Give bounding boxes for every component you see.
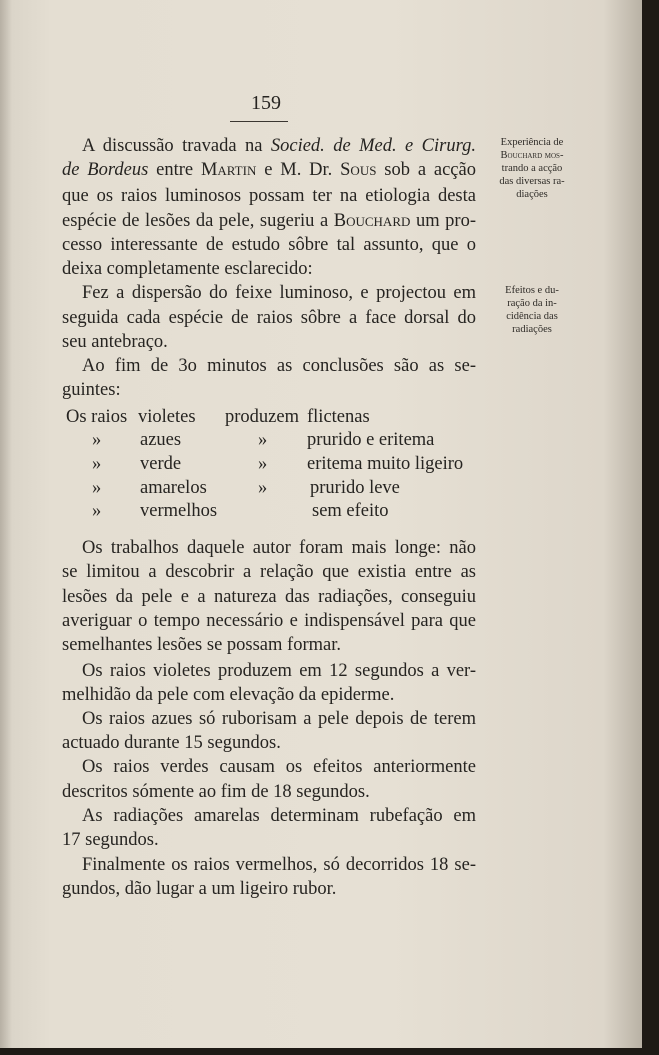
paragraph-5-line-2: melhidão da pele com elevação da epiderme. bbox=[62, 685, 395, 705]
paragraph-9-line-1: Finalmente os raios vermelhos, só decorridos 18 se- bbox=[82, 855, 476, 875]
paragraph-4-line-4: averiguar o tempo necessário e indispensável para que bbox=[62, 611, 476, 631]
table-row-effect: prurido leve bbox=[310, 478, 400, 498]
paragraph-1-line-3: que os raios luminosos possam ter na etiologia desta bbox=[62, 186, 476, 206]
paragraph-1-line-1 bbox=[62, 134, 476, 158]
paragraph-4-line-3: lesões da pele e a natureza das radiações, conseguiu bbox=[62, 587, 476, 607]
paragraph-2-line-1: Fez a dispersão do feixe luminoso, e projectou em bbox=[82, 283, 476, 303]
paragraph-8-line-1: As radiações amarelas determinam rubefação em bbox=[82, 806, 476, 826]
table-header-subject: Os raios bbox=[66, 407, 128, 427]
paragraph-4-line-5: semelhantes lesões se possam formar. bbox=[62, 635, 341, 655]
paragraph-8-line-2: 17 segundos. bbox=[62, 830, 159, 850]
text: sob a acção bbox=[376, 160, 476, 180]
table-header-verb: produzem bbox=[225, 407, 299, 427]
journal-title: Socied. de Med. e Cirurg. bbox=[270, 136, 476, 156]
paragraph-1-line-2 bbox=[62, 158, 476, 182]
table-header-effect: flictenas bbox=[307, 407, 370, 427]
table-row-color: verde bbox=[140, 454, 182, 474]
paragraph-1-line-4 bbox=[62, 209, 476, 233]
paragraph-5-line-1: Os raios violetes produzem em 12 segundos a ver- bbox=[82, 661, 476, 681]
paragraph-7-line-1: Os raios verdes causam os efeitos anteriormente bbox=[82, 757, 476, 777]
ditto-mark: » bbox=[92, 430, 102, 450]
table-row-effect: eritema muito ligeiro bbox=[307, 454, 464, 474]
text: entre bbox=[148, 160, 201, 180]
margin-note-line: cidência das bbox=[506, 311, 558, 322]
table-row-effect: prurido e eritema bbox=[307, 430, 435, 450]
text: A discussão travada na bbox=[82, 136, 271, 156]
paragraph-3-line-1: Ao fim de 3o minutos as conclusões são as se- bbox=[82, 356, 476, 376]
text: um pro- bbox=[410, 211, 476, 231]
table-row-color: vermelhos bbox=[140, 501, 218, 521]
paragraph-2-line-2: seguida cada espécie de raios sôbre a face dorsal do bbox=[62, 308, 476, 328]
table-row-color: amarelos bbox=[140, 478, 207, 498]
page-spine-shadow bbox=[0, 0, 12, 1048]
ditto-mark: » bbox=[258, 430, 268, 450]
paragraph-6-line-1: Os raios azues só ruborisam a pele depois de terem bbox=[82, 709, 476, 729]
paragraph-2-line-3: seu antebraço. bbox=[62, 332, 168, 352]
author-sous: Sous bbox=[340, 160, 377, 180]
paragraph-3-line-2: guintes: bbox=[62, 380, 121, 400]
ditto-mark: » bbox=[92, 454, 102, 474]
ditto-mark: » bbox=[92, 501, 102, 521]
paragraph-1-line-6: deixa completamente esclarecido: bbox=[62, 259, 313, 279]
margin-note-line: Efeitos e du- bbox=[505, 285, 559, 296]
margin-note-line: radiações bbox=[512, 324, 552, 335]
page-number: 159 bbox=[251, 92, 281, 114]
paragraph-6-line-2: actuado durante 15 segundos. bbox=[62, 733, 281, 753]
author-martin: Martin bbox=[200, 160, 257, 180]
margin-note-line: Experiência de bbox=[500, 137, 564, 148]
margin-note-radiation-effects bbox=[487, 284, 577, 336]
table-row-effect: sem efeito bbox=[312, 501, 389, 521]
table-row-color: azues bbox=[140, 430, 182, 450]
ditto-mark: » bbox=[258, 478, 268, 498]
paragraph-7-line-2: descritos sómente ao fim de 18 segundos. bbox=[62, 782, 370, 802]
paragraph-1-line-5: cesso interessante de estudo sôbre tal assunto, que o bbox=[62, 235, 476, 255]
margin-note-line: das diversas ra- bbox=[499, 176, 565, 187]
paragraph-4-line-1: Os trabalhos daquele autor foram mais longe: não bbox=[82, 538, 476, 558]
table-header-color: violetes bbox=[138, 407, 196, 427]
paragraph-4-line-2: se limitou a descobrir a relação que existia entre as bbox=[62, 562, 476, 582]
page-number-rule bbox=[230, 121, 288, 122]
margin-note-line: trando a acção bbox=[501, 163, 563, 174]
margin-note-line: Bouchard mos- bbox=[500, 150, 564, 161]
author-bouchard: Bouchard bbox=[333, 211, 411, 231]
paragraph-9-line-2: gundos, dão lugar a um ligeiro rubor. bbox=[62, 879, 337, 899]
margin-note-line: ração da in- bbox=[507, 298, 557, 309]
margin-note-line: diações bbox=[516, 189, 548, 200]
journal-city: de Bordeus bbox=[62, 160, 149, 180]
ditto-mark: » bbox=[92, 478, 102, 498]
margin-note-bouchard-experiment bbox=[487, 136, 577, 201]
text: espécie de lesões da pele, sugeriu a bbox=[62, 211, 334, 231]
text: e M. Dr. bbox=[256, 160, 341, 180]
ditto-mark: » bbox=[258, 454, 268, 474]
